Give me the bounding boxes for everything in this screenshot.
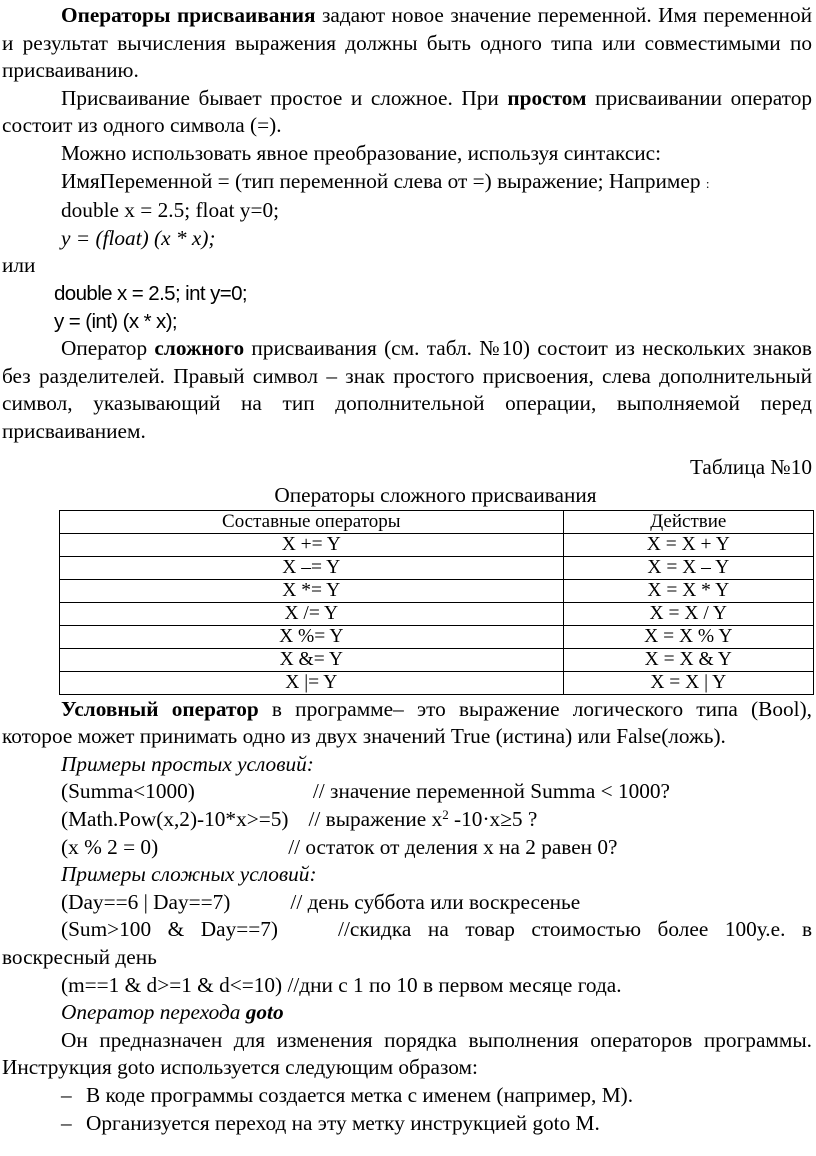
table-cell: X /= Y (60, 602, 564, 625)
paragraph-conditional-operator (2, 696, 812, 751)
table-cell: X = X / Y (563, 602, 813, 625)
paragraph-text: присваивания (см. табл. №10) состоит из нескольких знаков без разделителей. Правый символ – знак простого присвоения, слева дополнительный символ, указывающий на тип дополнительной операции, выполняемой перед присваиванием. (2, 336, 812, 443)
example-comment: -10·x≥5 ? (448, 807, 538, 832)
example-code: (Summa<1000) (61, 779, 195, 804)
paragraph-text: присваивании оператор состоит из одного символа (=). (2, 85, 812, 138)
table-row (60, 671, 814, 694)
table-row (60, 579, 814, 602)
table-row (60, 648, 814, 671)
code-line-2 (2, 225, 812, 253)
paragraph-text: задают новое значение переменной. Имя переменной и результат вычисления выражения должны быть одного типа или совместимыми по присваиванию. (2, 3, 812, 83)
example-complex-3 (2, 972, 812, 1000)
goto-title (2, 999, 812, 1027)
table-cell: X = X + Y (563, 533, 813, 556)
paragraph-compound-assignment (2, 335, 812, 445)
example-code: (Math.Pow(x,2)-10*x>=5) (61, 807, 289, 832)
italic-title: Примеры сложных условий: (61, 862, 317, 887)
example-comment: // остаток от деления x на 2 равен 0? (288, 834, 618, 859)
term-conditional-operator: Условный оператор (61, 696, 259, 721)
code-line-1: double x = 2.5; float y=0; (61, 198, 280, 223)
paragraph-text: Присваивание бывает простое и сложное. При (61, 85, 508, 110)
list-dash: – (61, 1083, 72, 1107)
example-simple-2 (2, 806, 812, 834)
paragraph-assignment-operators (2, 2, 812, 85)
syntax-colon: : (705, 175, 710, 191)
term-compound: сложного (154, 336, 245, 361)
list-item-text: Организуется переход на эту метку инструкцией goto M. (86, 1110, 600, 1135)
paragraph-text: Оператор (61, 336, 155, 361)
table-row (60, 625, 814, 648)
table-row (60, 533, 814, 556)
table-cell: X %= Y (60, 625, 564, 648)
example-code: (Sum>100 & Day==7) (61, 917, 279, 942)
term-simple: простом (507, 85, 587, 110)
example-code: (Day==6 | Day==7) (61, 889, 231, 914)
paragraph-text: в программе– это выражение логического типа (Bool), которое может принимать одно из двух значений True (истина) или False(ложь). (2, 696, 812, 749)
example-simple-3 (2, 834, 812, 862)
table-cell: X &= Y (60, 648, 564, 671)
italic-title: Примеры простых условий: (61, 751, 314, 776)
paragraph-goto: Он предназначен для изменения порядка выполнения операторов программы. Инструкция goto используется следующим образом: (2, 1027, 812, 1080)
table-row (60, 556, 814, 579)
code-line-4: y = (int) (x * x); (54, 309, 178, 333)
table-cell: X = X & Y (563, 648, 813, 671)
paragraph-simple-complex (2, 85, 812, 140)
example-complex-2 (2, 916, 812, 971)
example-comment: //скидка на товар стоимостью более 100у.е. в воскресный день (2, 917, 812, 970)
or-word: или (2, 253, 36, 278)
example-simple-1 (2, 778, 812, 806)
example-comment: // выражение x (308, 807, 443, 832)
table-cell: X = X % Y (563, 625, 813, 648)
compound-operators-table (59, 510, 814, 695)
table-header-row (60, 510, 814, 533)
table-cell: X *= Y (60, 579, 564, 602)
term-assignment-operators: Операторы присваивания (61, 3, 316, 27)
example-comment: // значение переменной Summa < 1000? (312, 779, 671, 804)
table-header-operators: Составные операторы (60, 510, 564, 533)
code-italic: y = (float) (x * x); (61, 225, 216, 250)
list-item (2, 1082, 812, 1110)
superscript: 2 (442, 807, 449, 823)
table-cell: X –= Y (60, 556, 564, 579)
example-code: (m==1 & d>=1 & d<=10) (61, 972, 283, 997)
example-comment: //дни с 1 по 10 в первом месяце года. (282, 972, 622, 997)
code-line-3: double x = 2.5; int y=0; (54, 281, 248, 305)
list-item (2, 1110, 812, 1138)
example-complex-1 (2, 889, 812, 917)
paragraph-syntax (2, 168, 812, 198)
list-dash: – (61, 1110, 72, 1135)
table-number: Таблица №10 (689, 454, 812, 479)
table-caption: Операторы сложного присваивания (274, 483, 597, 508)
example-code: (x % 2 = 0) (61, 834, 159, 859)
table-cell: X += Y (60, 533, 564, 556)
paragraph-explicit-cast: Можно использовать явное преобразование, используя синтаксис: (61, 140, 662, 165)
table-section (2, 454, 812, 695)
table-cell: X |= Y (60, 671, 564, 694)
table-cell: X = X – Y (563, 556, 813, 579)
table-cell: X = X | Y (563, 671, 813, 694)
example-comment: // день суббота или воскресенье (290, 889, 581, 914)
goto-keyword: goto (245, 1000, 284, 1025)
list-item-text: В коде программы создается метка с именем (например, M). (86, 1083, 634, 1107)
syntax-text: ИмяПеременной = (тип переменной слева от =) выражение; Например (61, 168, 701, 193)
table-header-action: Действие (563, 510, 813, 533)
table-row (60, 602, 814, 625)
table-cell: X = X * Y (563, 579, 813, 602)
complex-conditions-title (2, 861, 812, 889)
italic-title: Оператор перехода (61, 1000, 246, 1025)
simple-conditions-title (2, 751, 812, 779)
